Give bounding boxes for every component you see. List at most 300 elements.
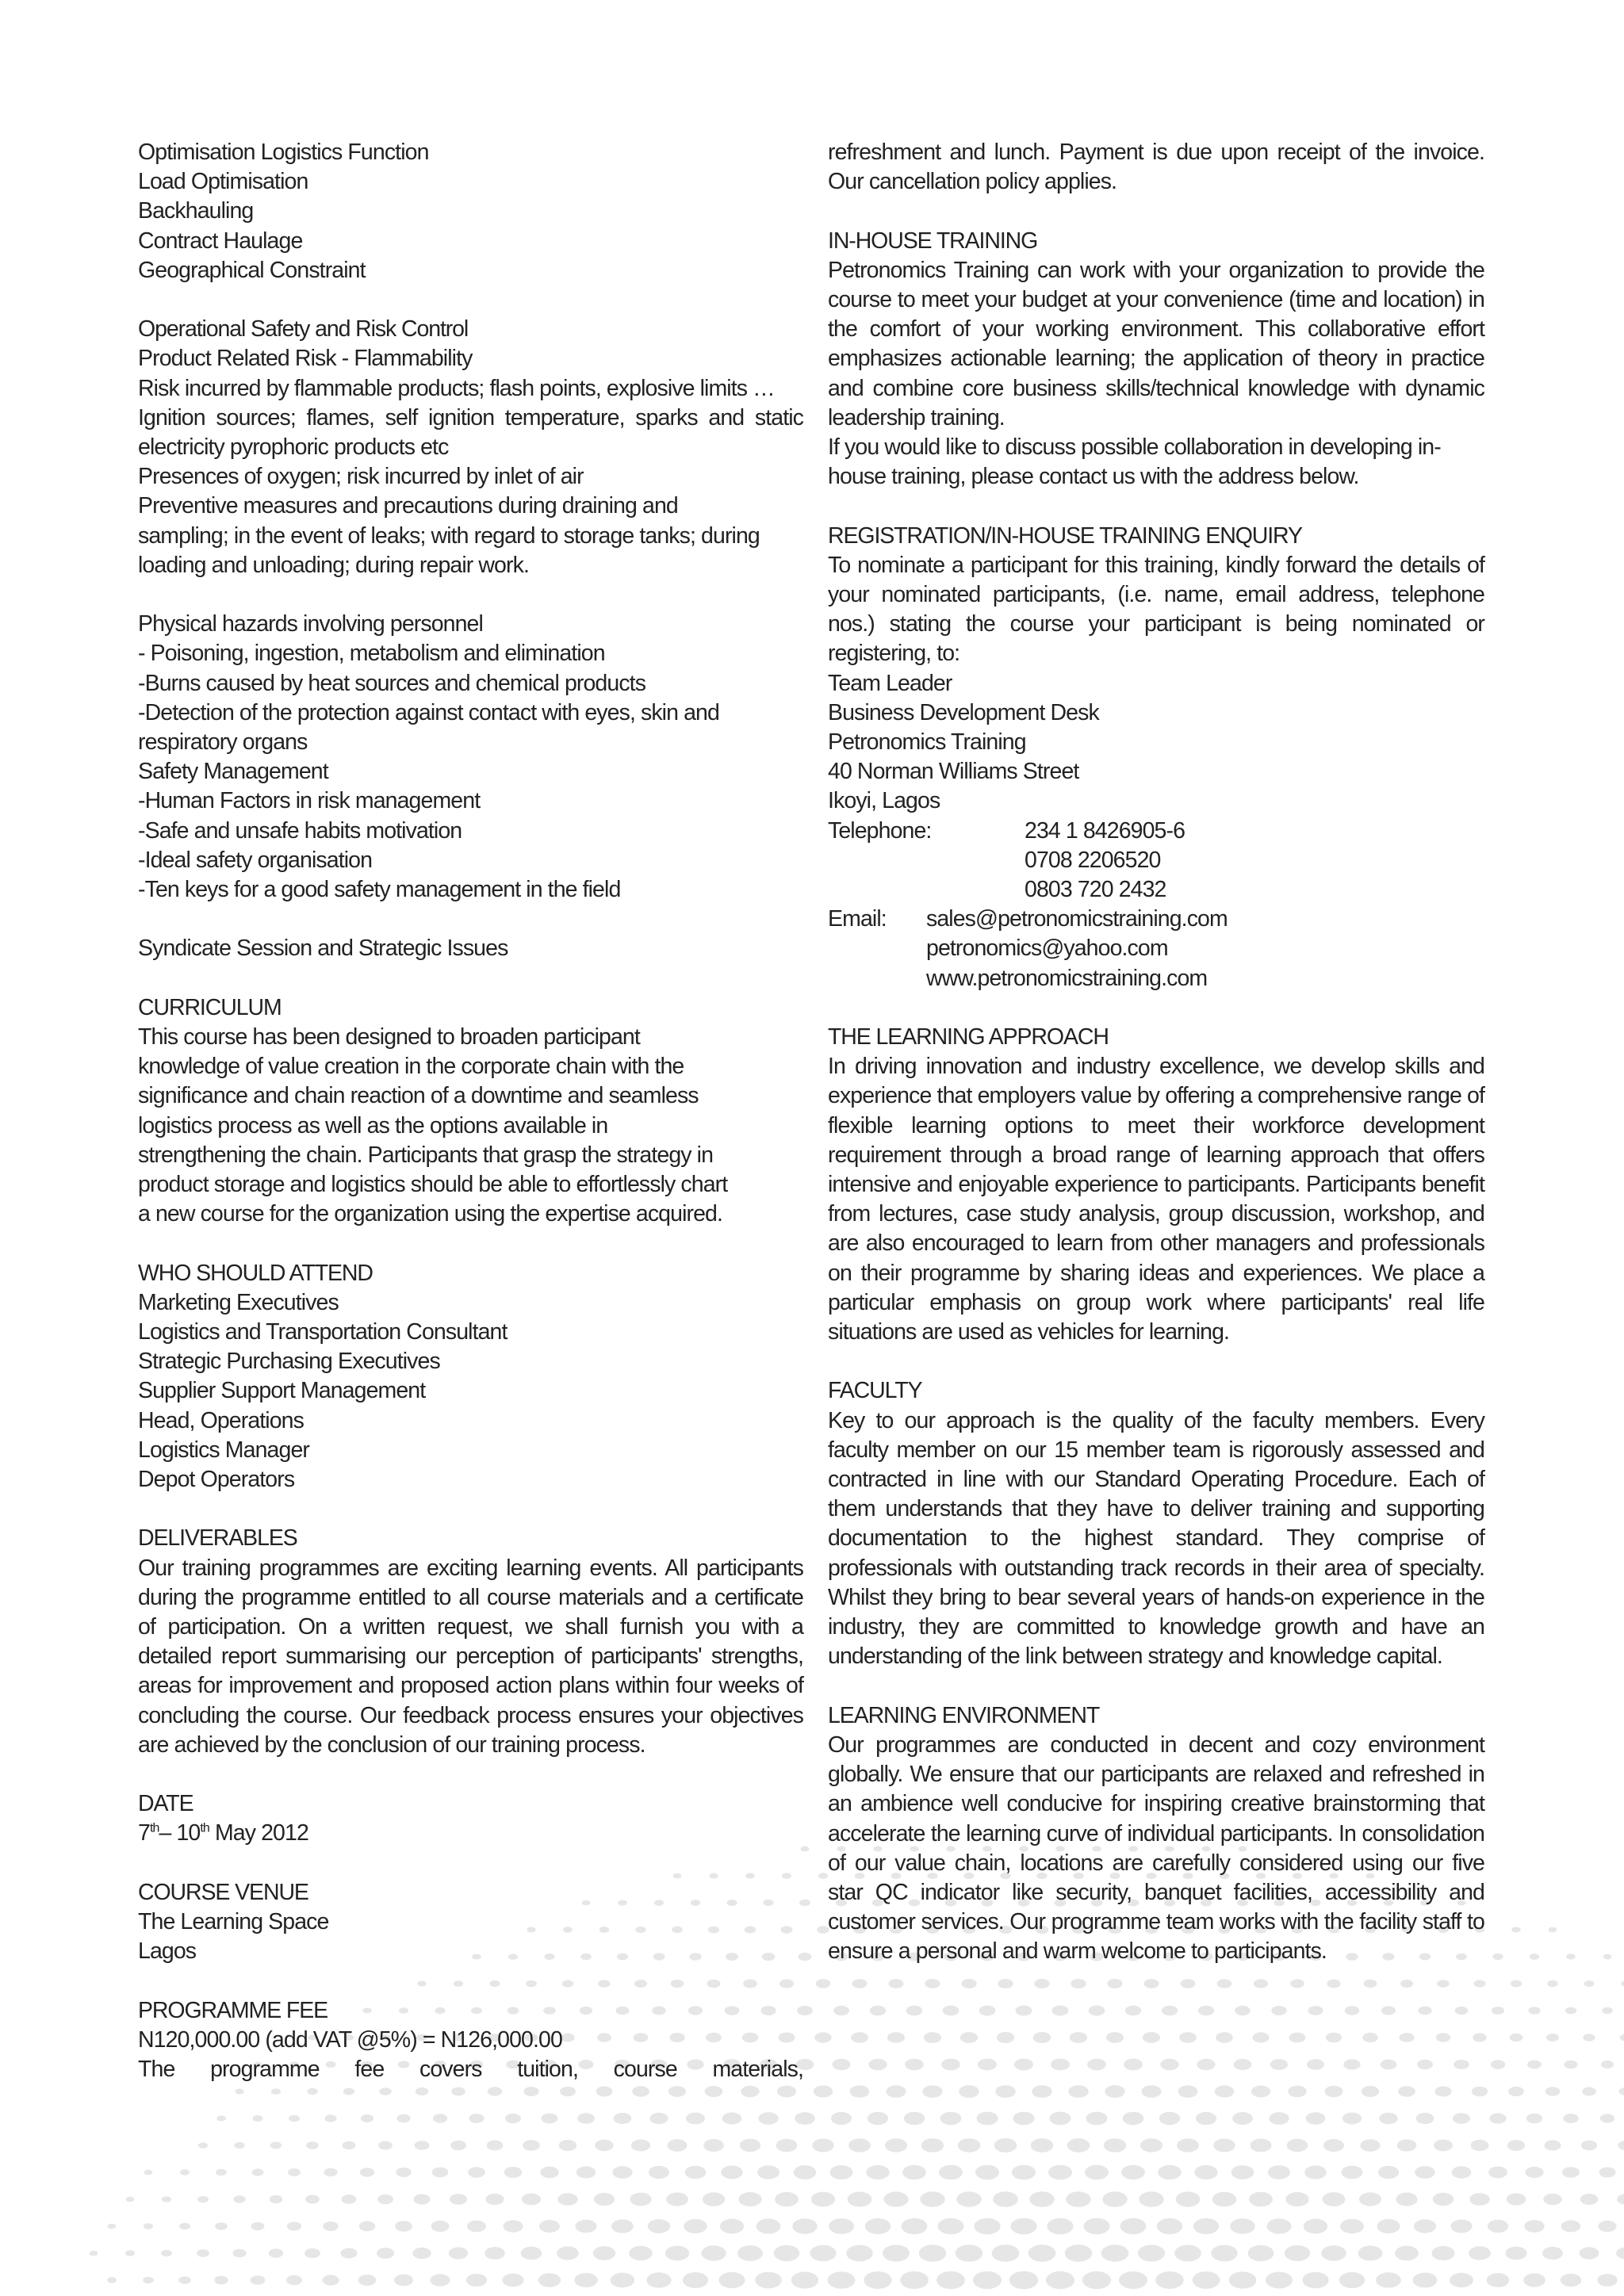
email-address: sales@petronomicstraining.com: [926, 906, 1228, 932]
hazard-line: -Detection of the protection against contact with eyes, skin and respiratory organs: [138, 699, 719, 756]
pattern-dot: [902, 2218, 928, 2234]
inhouse-heading: IN-HOUSE TRAINING: [828, 228, 1038, 254]
pattern-dot: [828, 2271, 856, 2289]
pattern-dot: [685, 2166, 707, 2179]
pattern-dot: [1140, 2138, 1162, 2152]
pattern-dot: [1543, 2194, 1562, 2206]
pattern-dot: [1492, 2007, 1504, 2015]
pattern-dot: [270, 2142, 282, 2149]
pattern-dot: [90, 2251, 98, 2256]
pattern-dot: [576, 2166, 596, 2178]
pattern-dot: [719, 2272, 745, 2288]
pattern-dot: [738, 2192, 761, 2206]
pattern-dot: [180, 2169, 190, 2175]
pattern-dot: [1067, 2138, 1090, 2152]
pattern-dot: [864, 2271, 891, 2289]
pattern-dot: [1545, 2087, 1561, 2096]
date-heading: DATE: [138, 1791, 193, 1817]
pattern-dot: [1104, 2138, 1126, 2152]
pattern-dot: [885, 2138, 907, 2152]
pattern-dot: [668, 2086, 686, 2097]
pattern-dot: [1523, 2273, 1545, 2286]
inhouse-text: Petronomics Training can work with your organization to provide the course to meet your budget at your convenience (time and location) in the comfort of your working environment. This collaborative effort emphasizes actionable learning; the application of theory in practice and combine core business skills/technical knowledge with dynamic leadership training.: [828, 257, 1484, 430]
pattern-dot: [1616, 2248, 1624, 2260]
pattern-dot: [1360, 2139, 1380, 2152]
curriculum-line: knowledge of value creation in the corporate chain with the: [138, 1054, 684, 1080]
pattern-dot: [1345, 2006, 1359, 2015]
topic-item: Optimisation Logistics Function: [138, 140, 429, 165]
pattern-dot: [1178, 2085, 1198, 2097]
pattern-dot: [758, 2112, 778, 2125]
faculty-heading: FACULTY: [828, 1378, 922, 1404]
pattern-dot: [611, 2273, 634, 2288]
pattern-dot: [1418, 2007, 1431, 2015]
pattern-dot: [1211, 2245, 1237, 2262]
pattern-dot: [830, 2165, 853, 2179]
pattern-dot: [922, 2085, 942, 2098]
pattern-dot: [829, 2218, 854, 2234]
telephone-row: [828, 817, 1484, 846]
pattern-dot: [542, 2114, 558, 2124]
pattern-dot: [794, 2165, 817, 2179]
pattern-dot: [1181, 1979, 1196, 1988]
pattern-dot: [1031, 2138, 1054, 2152]
pattern-dot: [631, 2140, 650, 2152]
pattern-dot: [306, 2141, 319, 2149]
pattern-dot: [1416, 2113, 1434, 2124]
pattern-dot: [1229, 2271, 1257, 2288]
pattern-dot: [795, 2112, 815, 2125]
fee-continued-text: refreshment and lunch. Payment is due upon receipt of the invoice. Our cancellation policy applies.: [828, 140, 1484, 195]
pattern-dot: [412, 2248, 431, 2259]
pattern-dot: [574, 2273, 597, 2287]
pattern-dot: [1213, 2139, 1235, 2152]
pattern-dot: [1474, 1980, 1486, 1987]
pattern-dot: [1364, 1980, 1377, 1988]
environment-heading: LEARNING ENVIRONMENT: [828, 1702, 1100, 1728]
approach-heading: THE LEARNING APPROACH: [828, 1024, 1109, 1050]
hazard-line: Safety Management: [138, 759, 328, 785]
pattern-dot: [179, 2223, 190, 2230]
pattern-dot: [1143, 2032, 1160, 2043]
pattern-dot: [1450, 2273, 1473, 2287]
pattern-dot: [666, 2192, 688, 2206]
pattern-dot: [703, 2192, 725, 2206]
address-line: Team Leader: [828, 670, 952, 696]
pattern-dot: [502, 2274, 523, 2287]
pattern-dot: [904, 2112, 925, 2126]
fee-amount: N120,000.00 (add VAT @5%) = N126,000.00: [138, 2026, 562, 2053]
pattern-dot: [466, 2274, 487, 2286]
pattern-dot: [1325, 2086, 1343, 2097]
pattern-dot: [977, 2112, 998, 2126]
pattern-dot: [431, 2221, 450, 2232]
pattern-dot: [630, 2193, 652, 2206]
pattern-dot: [902, 2165, 926, 2179]
pattern-dot: [941, 2059, 960, 2071]
email-row: [828, 905, 1484, 934]
hazard-line: -Burns caused by heat sources and chemical products: [138, 670, 646, 696]
pattern-dot: [1433, 2193, 1454, 2206]
pattern-dot: [1289, 2033, 1306, 2043]
pattern-dot: [1621, 1980, 1624, 1986]
pattern-dot: [1546, 2034, 1559, 2042]
attend-heading: WHO SHOULD ATTEND: [138, 1260, 373, 1286]
pattern-dot: [960, 2032, 978, 2043]
contact-address: [828, 669, 1484, 817]
pattern-dot: [378, 2141, 393, 2150]
pattern-dot: [889, 1979, 904, 1988]
pattern-dot: [324, 2168, 337, 2177]
pattern-dot: [1528, 2007, 1540, 2014]
website-address: www.petronomicstraining.com: [926, 965, 1208, 991]
pattern-dot: [1413, 2273, 1438, 2288]
pattern-dot: [1198, 2006, 1214, 2016]
pattern-dot: [1052, 2006, 1069, 2016]
pattern-dot: [1251, 2139, 1272, 2152]
pattern-dot: [161, 2250, 172, 2257]
attendee-item: Strategic Purchasing Executives: [138, 1349, 440, 1375]
pattern-dot: [215, 2222, 228, 2230]
pattern-dot: [1434, 2087, 1451, 2097]
pattern-dot: [107, 2277, 117, 2283]
pattern-dot: [1432, 2246, 1455, 2260]
right-column: [828, 138, 1484, 1967]
pattern-dot: [777, 2086, 796, 2098]
pattern-dot: [755, 2272, 782, 2289]
pattern-dot: [1597, 2274, 1617, 2286]
pattern-dot: [721, 2166, 742, 2179]
pattern-dot: [1358, 2246, 1383, 2261]
telephone-number: 234 1 8426905-6: [1025, 817, 1185, 844]
pattern-dot: [683, 2272, 708, 2288]
attendee-item: Logistics Manager: [138, 1437, 309, 1463]
pattern-dot: [774, 2245, 800, 2261]
venue-line: Lagos: [138, 1938, 197, 1965]
pattern-dot: [1342, 2113, 1362, 2125]
pattern-dot: [883, 2244, 910, 2261]
pattern-dot: [1339, 2272, 1365, 2288]
pattern-dot: [1121, 2165, 1145, 2179]
pattern-dot: [1287, 2139, 1308, 2152]
curriculum-line: product storage and logistics should be able to effortlessly chart: [138, 1172, 728, 1198]
pattern-dot: [1071, 1979, 1086, 1988]
pattern-dot: [701, 2245, 726, 2260]
pattern-dot: [1082, 2271, 1111, 2289]
pattern-dot: [252, 2168, 264, 2175]
pattern-dot: [900, 2271, 929, 2289]
topic-item: Geographical Constraint: [138, 257, 366, 283]
pattern-dot: [1047, 2218, 1073, 2235]
approach-text: In driving innovation and industry excellence, we develop skills and experience that employers value by offering a comprehensive range of flexible learning options to meet their workforce development requirement through a broad range of learning approach that offers intensive and enjoyable experience to participants. Participants benefit from lectures, case study analysis, group discussion, workshop, and are also encouraged to learn from other managers and professionals on their programme by sharing ideas and experiences. We place a particular emphasis on group work where participants' real life situations are used as vehicles for learning.: [828, 1054, 1484, 1345]
pattern-dot: [287, 2221, 301, 2230]
pattern-dot: [1600, 2114, 1615, 2122]
pattern-dot: [1290, 1980, 1304, 1988]
pattern-dot: [906, 2006, 923, 2016]
pattern-dot: [504, 2167, 523, 2178]
curriculum-line: logistics process as well as the options available in: [138, 1112, 608, 1138]
pattern-dot: [1397, 2139, 1417, 2151]
pattern-dot: [576, 2220, 597, 2233]
pattern-dot: [978, 2059, 997, 2071]
fee-heading: PROGRAMME FEE: [138, 1997, 328, 2023]
pattern-dot: [993, 2191, 1018, 2207]
pattern-dot: [596, 2087, 613, 2097]
pattern-dot: [1488, 2220, 1508, 2233]
pattern-dot: [1510, 2034, 1523, 2042]
pattern-dot: [776, 2139, 798, 2152]
topic-item: Load Optimisation: [138, 169, 308, 195]
pattern-dot: [432, 2168, 449, 2178]
pattern-dot: [449, 2247, 468, 2259]
pattern-dot: [1212, 2192, 1236, 2207]
pattern-dot: [833, 2006, 849, 2015]
pattern-dot: [831, 2112, 852, 2125]
pattern-dot: [887, 2032, 905, 2043]
pattern-dot: [994, 2138, 1017, 2152]
pattern-dot: [1376, 2272, 1401, 2288]
pattern-dot: [289, 2115, 300, 2122]
pattern-dot: [924, 2032, 941, 2043]
pattern-dot: [1323, 2139, 1344, 2152]
pattern-dot: [1159, 2112, 1181, 2125]
pattern-dot: [791, 2271, 818, 2288]
pattern-dot: [1487, 2273, 1510, 2287]
pattern-dot: [505, 2114, 521, 2123]
pattern-dot: [1162, 2006, 1178, 2016]
pattern-dot: [307, 2088, 317, 2095]
pattern-dot: [1417, 2060, 1433, 2069]
pattern-dot: [1302, 2272, 1328, 2289]
pattern-dot: [377, 2248, 394, 2259]
pattern-dot: [866, 2165, 889, 2179]
pattern-dot: [959, 2085, 979, 2098]
pattern-dot: [1488, 2167, 1507, 2179]
pattern-dot: [1089, 2006, 1105, 2016]
pattern-dot: [1599, 2168, 1616, 2178]
pattern-dot: [1526, 2167, 1544, 2178]
curriculum-line: This course has been designed to broaden participant: [138, 1024, 640, 1050]
pattern-dot: [975, 2165, 999, 2180]
pattern-dot: [919, 2244, 946, 2261]
pattern-dot: [304, 2248, 320, 2258]
pattern-dot: [1603, 1954, 1612, 1960]
pattern-dot: [852, 1979, 868, 1988]
syndicate-line: Syndicate Session and Strategic Issues: [138, 936, 508, 962]
pattern-dot: [540, 2167, 558, 2179]
pattern-dot: [1584, 1980, 1595, 1987]
pattern-dot: [143, 2277, 154, 2283]
pattern-dot: [1193, 2271, 1220, 2289]
pattern-dot: [1436, 2033, 1450, 2042]
left-column: [138, 138, 803, 2084]
pattern-dot: [1285, 2245, 1310, 2261]
pattern-dot: [1120, 2218, 1147, 2234]
pattern-dot: [850, 2085, 870, 2097]
pattern-dot: [322, 2275, 339, 2285]
pattern-dot: [234, 2142, 244, 2149]
pattern-dot: [846, 2245, 873, 2262]
pattern-dot: [1511, 1927, 1520, 1933]
pattern-dot: [1306, 2112, 1326, 2124]
pattern-dot: [1471, 2140, 1489, 2151]
pattern-dot: [1583, 2034, 1595, 2041]
topic-item: Backhauling: [138, 198, 254, 224]
pattern-dot: [1400, 1980, 1413, 1988]
pattern-dot: [522, 2194, 541, 2206]
pattern-dot: [286, 2275, 302, 2285]
pattern-dot: [361, 2114, 373, 2122]
pattern-dot: [1252, 2032, 1269, 2042]
pattern-dot: [1414, 2219, 1436, 2233]
pattern-dot: [395, 2221, 412, 2231]
pattern-dot: [271, 2088, 281, 2095]
pattern-dot: [1602, 2007, 1613, 2014]
pattern-dot: [1144, 1979, 1159, 1988]
pattern-dot: [594, 2193, 615, 2206]
pattern-dot: [1125, 2006, 1142, 2016]
pattern-dot: [921, 2138, 944, 2152]
pattern-dot: [214, 2276, 228, 2285]
pattern-dot: [1251, 2086, 1270, 2098]
pattern-dot: [868, 2059, 887, 2071]
pattern-dot: [197, 2196, 209, 2203]
attendee-item: Logistics and Transportation Consultant: [138, 1319, 508, 1345]
pattern-dot: [1107, 1979, 1122, 1988]
pattern-dot: [197, 2249, 209, 2257]
pattern-dot: [305, 2195, 320, 2204]
pattern-dot: [1400, 2033, 1415, 2042]
pattern-dot: [1598, 2221, 1616, 2232]
pattern-dot: [1452, 2166, 1472, 2178]
pattern-dot: [611, 2219, 634, 2233]
pattern-dot: [431, 2274, 450, 2286]
pattern-dot: [1508, 2087, 1524, 2096]
pattern-dot: [1065, 2244, 1093, 2262]
pattern-dot: [377, 2195, 393, 2204]
pattern-dot: [887, 2085, 906, 2098]
pattern-dot: [1617, 2194, 1624, 2204]
pattern-dot: [1141, 2085, 1161, 2098]
pattern-dot: [1009, 2271, 1038, 2290]
pattern-dot: [775, 2192, 799, 2206]
pattern-dot: [360, 2168, 374, 2176]
pattern-dot: [358, 2275, 377, 2286]
pattern-dot: [649, 2113, 668, 2124]
pattern-dot: [737, 2245, 763, 2261]
address-line: Business Development Desk: [828, 699, 1099, 725]
pattern-dot: [1271, 2006, 1286, 2015]
deliverables-text: Our training programmes are exciting learning events. All participants during the programme entitled to all course materials and a certificate of participation. On a written request, we shall furnish you with a detailed report summarising our perception of participants' strengths, areas for improvement and proposed action plans within four weeks of concluding the course. Our feedback process ensures your objectives are achieved by the conclusion of our training process.: [138, 1555, 803, 1758]
pattern-dot: [394, 2275, 413, 2286]
pattern-dot: [523, 2087, 538, 2096]
pattern-dot: [1549, 1927, 1557, 1933]
pattern-dot: [1396, 2193, 1417, 2206]
pattern-dot: [1342, 2166, 1363, 2179]
telephone-number: 0708 2206520: [1025, 847, 1161, 873]
hazard-line: -Human Factors in risk management: [138, 788, 481, 814]
pattern-dot: [1542, 2247, 1563, 2260]
pattern-dot: [740, 2139, 760, 2152]
pattern-dot: [1105, 2085, 1124, 2098]
pattern-dot: [1453, 2113, 1470, 2124]
safety-line: Preventive measures and precautions during draining and sampling; in the event of leaks; with regard to storage tanks; during loading and unloading; during repair work.: [138, 493, 760, 578]
attendee-item: Supplier Support Management: [138, 1378, 426, 1404]
pattern-dot: [1544, 2140, 1561, 2150]
pattern-dot: [593, 2246, 616, 2260]
pattern-dot: [1561, 2274, 1582, 2286]
pattern-dot: [1304, 2219, 1327, 2234]
pattern-dot: [720, 2219, 744, 2234]
pattern-dot: [415, 2141, 430, 2150]
pattern-dot: [1454, 2060, 1469, 2069]
pattern-dot: [1565, 2007, 1576, 2015]
pattern-dot: [144, 2223, 153, 2229]
pattern-dot: [1395, 2246, 1419, 2261]
hazard-line: - Poisoning, ingestion, metabolism and elimination: [138, 641, 605, 667]
pattern-dot: [468, 2167, 485, 2177]
pattern-dot: [997, 2032, 1014, 2043]
pattern-dot: [413, 2194, 430, 2204]
pattern-dot: [958, 2138, 981, 2152]
pattern-dot: [450, 2194, 467, 2205]
pattern-dot: [649, 2166, 669, 2179]
pattern-dot: [323, 2221, 338, 2231]
pattern-dot: [1046, 2271, 1074, 2289]
telephone-number: 0803 720 2432: [1025, 877, 1166, 903]
pattern-dot: [1362, 2033, 1378, 2042]
pattern-dot: [235, 2089, 243, 2095]
hazard-line: -Ten keys for a good safety management in the field: [138, 877, 621, 903]
pattern-dot: [1028, 2244, 1056, 2262]
pattern-dot: [1010, 2218, 1036, 2235]
pattern-dot: [1139, 2191, 1163, 2206]
pattern-dot: [1174, 2245, 1201, 2262]
pattern-dot: [1066, 2191, 1091, 2207]
pattern-dot: [342, 2195, 357, 2204]
pattern-dot: [126, 2197, 135, 2202]
pattern-dot: [1179, 2032, 1197, 2043]
pattern-dot: [485, 2247, 505, 2260]
pattern-dot: [1469, 2193, 1490, 2206]
pattern-dot: [741, 2086, 759, 2098]
pattern-dot: [1050, 2112, 1071, 2126]
pattern-dot: [1507, 2140, 1525, 2151]
pattern-dot: [451, 2087, 465, 2096]
hazard-line: Physical hazards involving personnel: [138, 611, 483, 637]
pattern-dot: [1269, 2112, 1289, 2125]
pattern-dot: [1084, 2218, 1110, 2235]
pattern-dot: [270, 2195, 283, 2203]
pattern-dot: [614, 2113, 632, 2124]
email-address: petronomics@yahoo.com: [926, 936, 1168, 962]
pattern-dot: [396, 2168, 411, 2177]
pattern-dot: [1217, 1979, 1232, 1988]
pattern-dot: [144, 2170, 153, 2175]
pattern-dot: [251, 2275, 266, 2285]
pattern-dot: [469, 2114, 484, 2123]
pattern-dot: [1379, 2113, 1398, 2125]
curriculum-line: significance and chain reaction of a downtime and seamless: [138, 1083, 699, 1109]
pattern-dot: [814, 2085, 833, 2097]
address-line: Petronomics Training: [828, 729, 1026, 756]
pattern-dot: [936, 2271, 965, 2289]
pattern-dot: [1473, 2034, 1487, 2042]
pattern-dot: [1013, 2112, 1035, 2126]
pattern-dot: [343, 2088, 354, 2095]
pattern-dot: [1216, 2032, 1233, 2042]
deliverables-heading: DELIVERABLES: [138, 1525, 297, 1552]
